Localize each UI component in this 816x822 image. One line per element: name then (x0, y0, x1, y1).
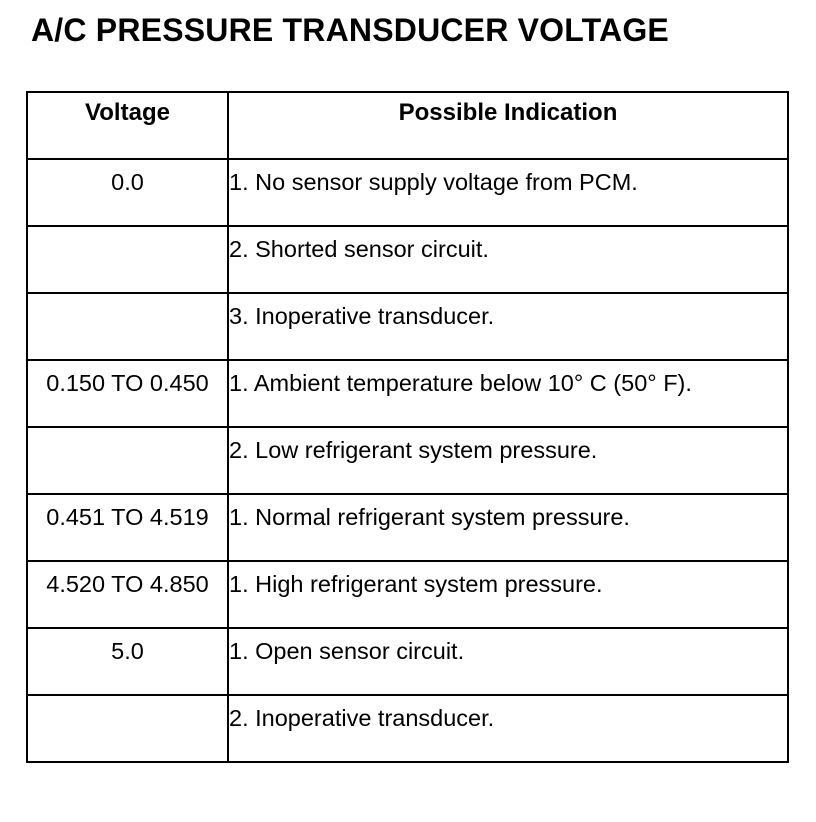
table-row (27, 159, 788, 226)
table-row (27, 226, 788, 293)
voltage-indication-table (26, 91, 789, 763)
indication-cell: 1. High refrigerant system pressure. (228, 561, 788, 628)
indication-cell: 2. Shorted sensor circuit. (228, 226, 788, 293)
indication-cell: 1. Open sensor circuit. (228, 628, 788, 695)
voltage-cell: 0.451 TO 4.519 (27, 494, 228, 561)
voltage-cell (27, 427, 228, 494)
voltage-cell (27, 226, 228, 293)
table-row (27, 360, 788, 427)
indication-cell: 2. Inoperative transducer. (228, 695, 788, 762)
voltage-cell: 5.0 (27, 628, 228, 695)
voltage-cell: 4.520 TO 4.850 (27, 561, 228, 628)
voltage-cell (27, 695, 228, 762)
indication-cell: 2. Low refrigerant system pressure. (228, 427, 788, 494)
indication-cell: 3. Inoperative transducer. (228, 293, 788, 360)
column-header-indication: Possible Indication (228, 92, 788, 159)
indication-cell: 1. Ambient temperature below 10° C (50° F). (228, 360, 788, 427)
voltage-cell (27, 293, 228, 360)
table-row (27, 494, 788, 561)
table-row (27, 427, 788, 494)
indication-cell: 1. Normal refrigerant system pressure. (228, 494, 788, 561)
column-header-voltage: Voltage (27, 92, 228, 159)
voltage-cell: 0.150 TO 0.450 (27, 360, 228, 427)
table-header-row (27, 92, 788, 159)
table-row (27, 628, 788, 695)
table-row (27, 293, 788, 360)
table-row (27, 695, 788, 762)
voltage-cell: 0.0 (27, 159, 228, 226)
table-row (27, 561, 788, 628)
page-title: A/C PRESSURE TRANSDUCER VOLTAGE (31, 12, 669, 48)
indication-cell: 1. No sensor supply voltage from PCM. (228, 159, 788, 226)
